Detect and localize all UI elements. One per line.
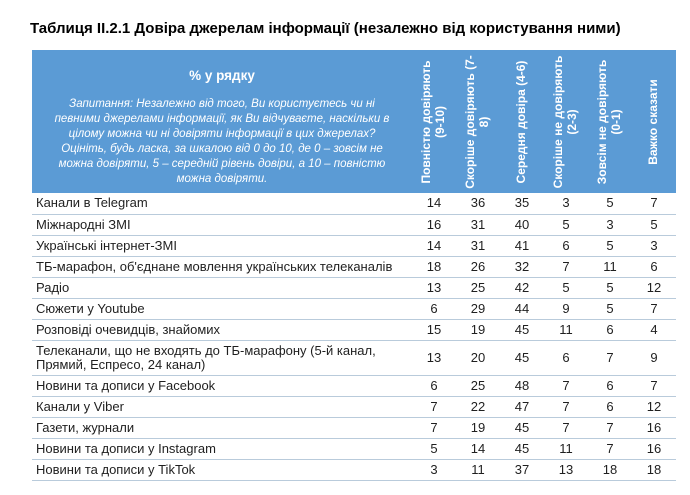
row-source-label: Українські інтернет-ЗМІ xyxy=(32,235,412,256)
row-value-cell: 11 xyxy=(588,256,632,277)
row-source-label: Новини та дописи у Facebook xyxy=(32,375,412,396)
row-value-cell: 7 xyxy=(588,340,632,375)
row-value-cell: 16 xyxy=(632,417,676,438)
row-value-cell: 6 xyxy=(588,396,632,417)
row-value-cell: 6 xyxy=(588,375,632,396)
row-value-cell: 13 xyxy=(544,459,588,480)
row-value-cell: 11 xyxy=(544,319,588,340)
table-row xyxy=(32,340,676,375)
row-source-label: Міжнародні ЗМІ xyxy=(32,214,412,235)
row-source-label: Сюжети у Youtube xyxy=(32,298,412,319)
row-value-cell: 45 xyxy=(500,438,544,459)
table-row xyxy=(32,214,676,235)
row-value-cell: 14 xyxy=(412,193,456,214)
column-header-label: Скоріше не довіряють (2-3) xyxy=(551,55,579,188)
row-value-cell: 18 xyxy=(632,459,676,480)
row-value-cell: 13 xyxy=(412,277,456,298)
row-value-cell: 19 xyxy=(456,319,500,340)
row-value-cell: 26 xyxy=(456,256,500,277)
row-value-cell: 9 xyxy=(632,340,676,375)
row-source-label: Радіо xyxy=(32,277,412,298)
row-source-label: Новини та дописи у TikTok xyxy=(32,459,412,480)
table-body xyxy=(32,193,676,480)
row-value-cell: 7 xyxy=(632,193,676,214)
row-value-cell: 7 xyxy=(544,256,588,277)
percent-in-row-label: % у рядку xyxy=(189,68,255,84)
row-value-cell: 14 xyxy=(412,235,456,256)
row-value-cell: 31 xyxy=(456,235,500,256)
trust-table xyxy=(32,50,676,481)
row-value-cell: 6 xyxy=(588,319,632,340)
row-value-cell: 11 xyxy=(544,438,588,459)
table-row xyxy=(32,438,676,459)
row-value-cell: 4 xyxy=(632,319,676,340)
row-value-cell: 7 xyxy=(544,375,588,396)
row-source-label: Новини та дописи у Instagram xyxy=(32,438,412,459)
row-value-cell: 37 xyxy=(500,459,544,480)
column-header-fully-trust xyxy=(412,50,456,193)
table-header xyxy=(32,50,676,193)
row-value-cell: 6 xyxy=(632,256,676,277)
column-header-label: Повністю довіряють (9-10) xyxy=(419,59,447,184)
column-header-label: Важко сказати xyxy=(646,78,661,165)
row-value-cell: 5 xyxy=(544,277,588,298)
row-value-cell: 20 xyxy=(456,340,500,375)
row-value-cell: 5 xyxy=(588,277,632,298)
row-value-cell: 41 xyxy=(500,235,544,256)
row-value-cell: 7 xyxy=(412,396,456,417)
table-title: Таблиця II.2.1 Довіра джерелам інформації (незалежно від користування ними) xyxy=(30,20,621,37)
row-source-label: Канали в Telegram xyxy=(32,193,412,214)
row-value-cell: 13 xyxy=(412,340,456,375)
row-value-cell: 6 xyxy=(544,235,588,256)
row-value-cell: 3 xyxy=(412,459,456,480)
row-value-cell: 25 xyxy=(456,375,500,396)
table-row xyxy=(32,396,676,417)
row-value-cell: 45 xyxy=(500,319,544,340)
table-row xyxy=(32,277,676,298)
table-row xyxy=(32,256,676,277)
table-row xyxy=(32,235,676,256)
row-value-cell: 42 xyxy=(500,277,544,298)
row-value-cell: 35 xyxy=(500,193,544,214)
row-value-cell: 36 xyxy=(456,193,500,214)
row-value-cell: 12 xyxy=(632,277,676,298)
survey-question-text: Запитання: Незалежно від того, Ви користуєтесь чи ні певними джерелами інформації, як Ви відчуваєте, наскільки в цілому можна чи ні довіряти інформації в цих джерелах? Оцініть, будь ласка, за шкалою від 0 до 10, де 0 – зовсім не можна довіряти, 5 – середній рівень довіри, а 10 – повністю можна довіряти. xyxy=(54,98,390,185)
row-value-cell: 6 xyxy=(412,375,456,396)
row-value-cell: 7 xyxy=(632,375,676,396)
row-value-cell: 45 xyxy=(500,340,544,375)
row-value-cell: 7 xyxy=(632,298,676,319)
row-value-cell: 5 xyxy=(588,235,632,256)
row-value-cell: 5 xyxy=(544,214,588,235)
row-value-cell: 16 xyxy=(632,438,676,459)
table-row xyxy=(32,375,676,396)
column-header-fully-distrust xyxy=(588,50,632,193)
row-value-cell: 40 xyxy=(500,214,544,235)
row-value-cell: 7 xyxy=(412,417,456,438)
row-source-label: ТБ-марафон, об'єднане мовлення українських телеканалів xyxy=(32,256,412,277)
column-header-rather-trust xyxy=(456,50,500,193)
row-value-cell: 6 xyxy=(412,298,456,319)
column-header-label: Скоріше довіряють (7-8) xyxy=(463,54,491,189)
table-row xyxy=(32,319,676,340)
header-row xyxy=(32,50,676,193)
row-value-cell: 7 xyxy=(588,438,632,459)
row-value-cell: 5 xyxy=(588,298,632,319)
row-source-label: Розповіді очевидців, знайомих xyxy=(32,319,412,340)
row-source-label: Канали у Viber xyxy=(32,396,412,417)
table-row xyxy=(32,193,676,214)
table-row xyxy=(32,298,676,319)
row-value-cell: 47 xyxy=(500,396,544,417)
row-value-cell: 18 xyxy=(588,459,632,480)
column-header-rather-distrust xyxy=(544,50,588,193)
row-value-cell: 31 xyxy=(456,214,500,235)
row-value-cell: 16 xyxy=(412,214,456,235)
row-value-cell: 7 xyxy=(544,396,588,417)
table-row xyxy=(32,459,676,480)
row-value-cell: 15 xyxy=(412,319,456,340)
row-value-cell: 3 xyxy=(632,235,676,256)
row-value-cell: 45 xyxy=(500,417,544,438)
row-value-cell: 11 xyxy=(456,459,500,480)
column-header-hard-to-say xyxy=(632,50,676,193)
row-value-cell: 5 xyxy=(632,214,676,235)
row-value-cell: 3 xyxy=(544,193,588,214)
row-value-cell: 44 xyxy=(500,298,544,319)
row-value-cell: 9 xyxy=(544,298,588,319)
row-value-cell: 6 xyxy=(544,340,588,375)
table-row xyxy=(32,417,676,438)
column-header-label: Середня довіра (4-6) xyxy=(514,60,529,183)
row-value-cell: 22 xyxy=(456,396,500,417)
row-value-cell: 5 xyxy=(412,438,456,459)
row-value-cell: 5 xyxy=(588,193,632,214)
row-value-cell: 48 xyxy=(500,375,544,396)
row-value-cell: 14 xyxy=(456,438,500,459)
row-source-label: Газети, журнали xyxy=(32,417,412,438)
row-value-cell: 29 xyxy=(456,298,500,319)
row-value-cell: 18 xyxy=(412,256,456,277)
row-value-cell: 32 xyxy=(500,256,544,277)
row-value-cell: 19 xyxy=(456,417,500,438)
row-value-cell: 7 xyxy=(588,417,632,438)
column-header-label: Зовсім не довіряють (0-1) xyxy=(595,59,623,184)
row-value-cell: 12 xyxy=(632,396,676,417)
row-value-cell: 3 xyxy=(588,214,632,235)
column-header-medium-trust xyxy=(500,50,544,193)
row-value-cell: 7 xyxy=(544,417,588,438)
header-corner-cell xyxy=(32,50,412,193)
row-value-cell: 25 xyxy=(456,277,500,298)
row-source-label: Телеканали, що не входять до ТБ-марафону (5-й канал, Прямий, Еспресо, 24 канал) xyxy=(32,340,412,375)
